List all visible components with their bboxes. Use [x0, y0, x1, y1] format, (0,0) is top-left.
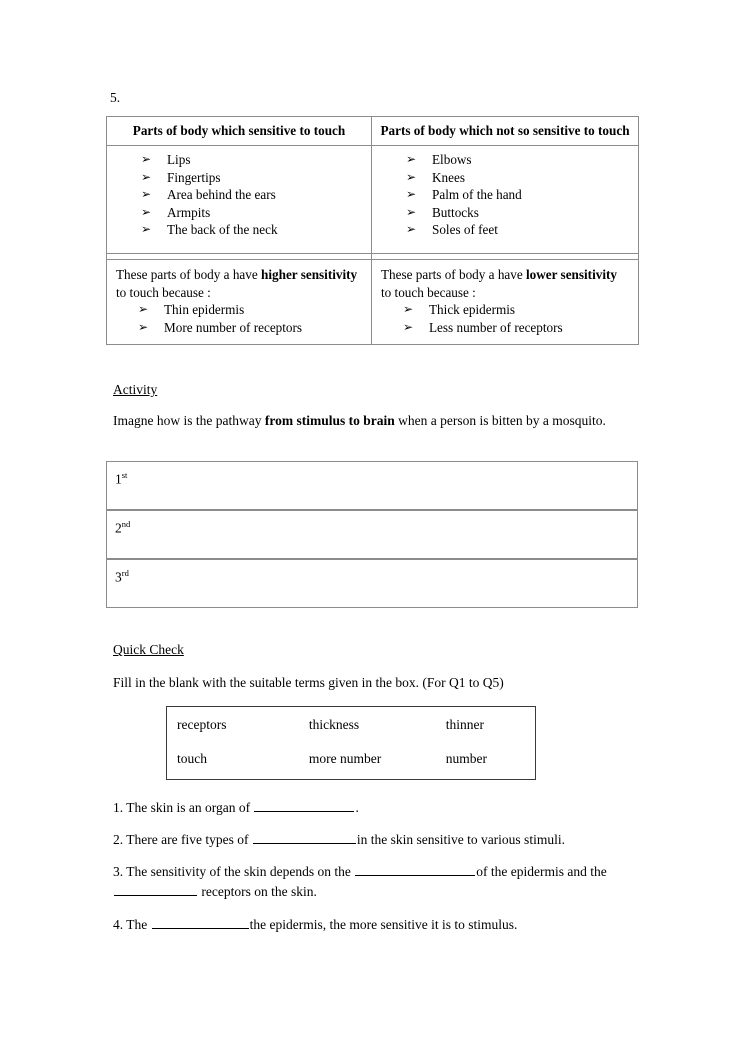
- arrow-bullet-icon: ➢: [138, 319, 149, 334]
- lower-sensitivity-reason-text: [381, 266, 630, 301]
- table-reason-row: [107, 260, 639, 345]
- sensitive-parts-list: [113, 151, 365, 239]
- ordinal-number: 1: [115, 471, 122, 487]
- answer-blank[interactable]: [253, 830, 356, 844]
- question-text-after: receptors on the skin.: [198, 883, 317, 899]
- answer-blank[interactable]: [152, 915, 249, 929]
- fill-in-blank-question-2: [113, 830, 638, 850]
- fill-in-blank-question-3: [113, 862, 638, 901]
- list-item-label: Less number of receptors: [429, 319, 563, 335]
- ordinal-number: 2: [115, 520, 122, 536]
- lower-sensitivity-reason-cell: [372, 260, 639, 345]
- activity-prompt: [113, 411, 623, 430]
- arrow-bullet-icon: ➢: [406, 152, 417, 166]
- arrow-bullet-icon: ➢: [141, 204, 152, 219]
- arrow-bullet-icon: ➢: [141, 187, 152, 202]
- arrow-bullet-icon: ➢: [138, 302, 149, 316]
- arrow-bullet-icon: ➢: [406, 204, 417, 219]
- word-bank-row: [167, 707, 535, 734]
- activity-heading: Activity: [113, 382, 158, 397]
- list-item: [406, 169, 632, 187]
- ordinal-number: 3: [115, 569, 122, 585]
- list-item: [141, 221, 365, 239]
- arrow-bullet-icon: ➢: [141, 169, 152, 184]
- higher-sensitivity-reason-list: [116, 301, 363, 336]
- question-number-label: 2.: [113, 832, 124, 847]
- sensitive-parts-cell: [107, 146, 372, 254]
- list-item-label: Soles of feet: [432, 222, 498, 238]
- sensitivity-comparison-table: [106, 116, 639, 345]
- reason-prefix: These parts of body a have: [116, 267, 262, 282]
- list-item-label: Buttocks: [432, 204, 479, 220]
- arrow-bullet-icon: ➢: [403, 319, 414, 334]
- question-text-after: .: [355, 800, 359, 815]
- list-item: [141, 151, 365, 169]
- list-item: [403, 301, 630, 319]
- list-item: [141, 169, 365, 187]
- lower-sensitivity-reason-list: [381, 301, 630, 336]
- word-bank-term[interactable]: more number: [308, 751, 382, 766]
- question-number-label: 3.: [113, 864, 124, 879]
- table-body-row: [107, 146, 639, 254]
- list-item: [403, 319, 630, 337]
- question-text-before: The skin is an organ of: [123, 800, 254, 815]
- arrow-bullet-icon: ➢: [406, 187, 417, 202]
- reason-emphasis: lower sensitivity: [526, 267, 617, 282]
- list-item-label: Area behind the ears: [167, 187, 276, 203]
- list-item: [406, 204, 632, 222]
- activity-prompt-suffix: when a person is bitten by a mosquito.: [394, 413, 606, 428]
- list-item-label: Palm of the hand: [432, 187, 522, 203]
- arrow-bullet-icon: ➢: [141, 152, 152, 166]
- list-item: [138, 319, 363, 337]
- reason-prefix: These parts of body a have: [381, 267, 527, 282]
- word-bank-term[interactable]: number: [445, 751, 487, 766]
- not-sensitive-parts-cell: [372, 146, 639, 254]
- activity-ordinal-2: [107, 511, 637, 537]
- activity-answer-box-3[interactable]: [106, 559, 638, 608]
- question-text-after: in the skin sensitive to various stimuli.: [356, 832, 565, 847]
- arrow-bullet-icon: ➢: [406, 169, 417, 184]
- question-number-label: 1.: [113, 800, 124, 815]
- arrow-bullet-icon: ➢: [406, 222, 417, 237]
- higher-sensitivity-reason-text: [116, 266, 363, 301]
- reason-emphasis: higher sensitivity: [261, 267, 358, 282]
- answer-blank[interactable]: [355, 862, 475, 876]
- word-bank-term[interactable]: receptors: [177, 717, 227, 732]
- answer-blank[interactable]: [254, 798, 354, 812]
- ordinal-suffix: nd: [121, 519, 131, 529]
- question-text-before: The sensitivity of the skin depends on the: [123, 864, 355, 879]
- word-bank-term[interactable]: thickness: [308, 717, 360, 732]
- question-text-before: The: [123, 917, 151, 932]
- list-item-label: Thick epidermis: [429, 302, 516, 317]
- list-item-label: Knees: [432, 169, 465, 185]
- word-bank-box: [166, 706, 536, 780]
- question-text-middle: of the epidermis and the: [476, 864, 607, 879]
- list-item-label: Armpits: [167, 204, 211, 220]
- word-bank-row: [167, 734, 535, 768]
- higher-sensitivity-reason-cell: [107, 260, 372, 345]
- fill-in-blank-question-4: [113, 915, 638, 935]
- activity-prompt-prefix: Imagne how is the pathway: [113, 413, 265, 428]
- list-item: [406, 151, 632, 169]
- activity-ordinal-1: [107, 462, 637, 488]
- word-bank-term[interactable]: touch: [177, 751, 207, 766]
- list-item-label: Lips: [167, 152, 191, 167]
- list-item-label: Fingertips: [167, 169, 221, 185]
- question-text-after: the epidermis, the more sensitive it is to stimulus.: [249, 917, 518, 932]
- table-header-sensitive: Parts of body which sensitive to touch: [107, 117, 372, 146]
- ordinal-suffix: rd: [121, 568, 129, 578]
- reason-suffix: to touch because :: [116, 284, 211, 300]
- list-item: [406, 221, 632, 239]
- answer-blank[interactable]: [114, 882, 197, 896]
- arrow-bullet-icon: ➢: [403, 302, 414, 316]
- list-item-label: More number of receptors: [164, 319, 303, 335]
- question-number: 5.: [110, 90, 121, 105]
- list-item-label: Elbows: [432, 152, 472, 167]
- reason-suffix: to touch because :: [381, 284, 476, 300]
- list-item-label: The back of the neck: [167, 222, 278, 238]
- fill-in-blank-instruction: Fill in the blank with the suitable terms given in the box. (For Q1 to Q5): [113, 675, 504, 690]
- list-item: [141, 204, 365, 222]
- question-number-label: 4.: [113, 917, 124, 932]
- list-item: [406, 186, 632, 204]
- ordinal-suffix: st: [121, 470, 128, 480]
- list-item-label: Thin epidermis: [164, 302, 245, 317]
- list-item: [138, 301, 363, 319]
- table-header-row: [107, 117, 639, 146]
- word-bank-term[interactable]: thinner: [445, 717, 484, 732]
- question-text-before: There are five types of: [123, 832, 252, 847]
- not-sensitive-parts-list: [378, 151, 632, 239]
- activity-answer-box-1[interactable]: [106, 461, 638, 510]
- table-header-not-sensitive: Parts of body which not so sensitive to touch: [372, 117, 639, 146]
- list-item: [141, 186, 365, 204]
- activity-prompt-emphasis: from stimulus to brain: [264, 413, 395, 428]
- fill-in-blank-question-1: [113, 798, 638, 818]
- activity-answer-box-2[interactable]: [106, 510, 638, 559]
- activity-ordinal-3: [107, 560, 637, 586]
- quick-check-heading: Quick Check: [113, 642, 184, 657]
- arrow-bullet-icon: ➢: [141, 222, 152, 237]
